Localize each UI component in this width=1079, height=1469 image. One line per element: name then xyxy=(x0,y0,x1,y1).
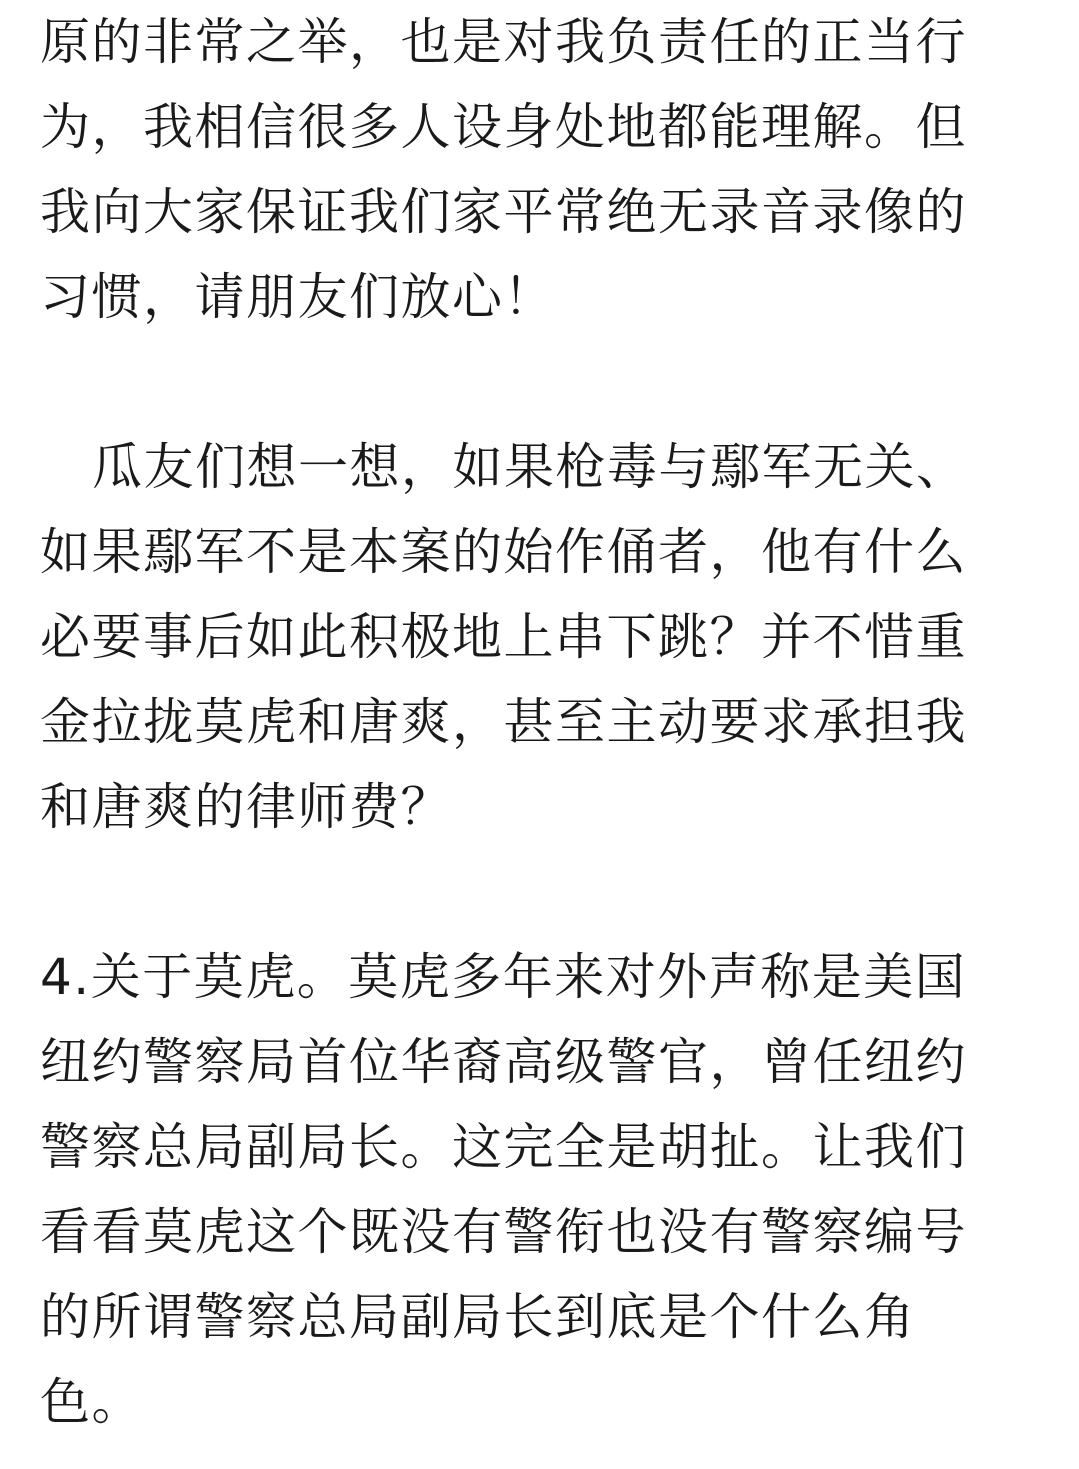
paragraph-spacer xyxy=(40,850,1030,935)
text-line: 瓜友们想一想，如果枪毒与鄢军无关、 xyxy=(92,438,968,496)
article-body xyxy=(40,0,1030,1445)
paragraph-spacer xyxy=(40,340,1030,425)
text-line: 习惯，请朋友们放心！ xyxy=(40,268,555,326)
text-line: 警察总局副局长。这完全是胡扯。让我们 xyxy=(40,1118,967,1176)
text-line: 色。 xyxy=(40,1373,143,1431)
text-line: 为，我相信很多人设身处地都能理解。但 xyxy=(40,98,967,156)
text-line: 原的非常之举，也是对我负责任的正当行 xyxy=(40,13,967,71)
text-line: 如果鄢军不是本案的始作俑者，他有什么 xyxy=(40,523,967,581)
paragraph-1 xyxy=(40,0,1030,340)
paragraph-2 xyxy=(40,425,1030,850)
text-line: 和唐爽的律师费？ xyxy=(40,778,452,836)
text-line: 的所谓警察总局副局长到底是个什么角 xyxy=(40,1288,916,1346)
text-line: 必要事后如此积极地上串下跳？并不惜重 xyxy=(40,608,967,666)
text-line: 我向大家保证我们家平常绝无录音录像的 xyxy=(40,183,967,241)
text-line: 看看莫虎这个既没有警衔也没有警察编号 xyxy=(40,1203,967,1261)
text-line: 纽约警察局首位华裔高级警官，曾任纽约 xyxy=(40,1033,967,1091)
text-line: 金拉拢莫虎和唐爽，甚至主动要求承担我 xyxy=(40,693,967,751)
paragraph-3 xyxy=(40,935,1030,1445)
text-line: 4.关于莫虎。莫虎多年来对外声称是美国 xyxy=(40,948,967,1006)
